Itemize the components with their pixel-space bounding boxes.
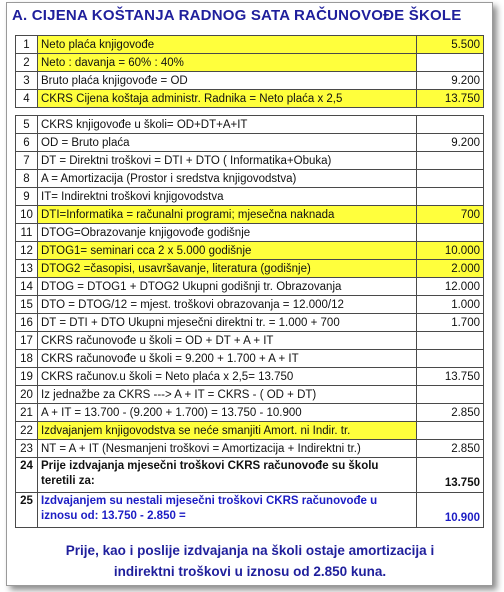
table-row [16, 314, 484, 332]
value-cell: 1.700 [417, 314, 484, 332]
value-cell: 9.200 [417, 134, 484, 152]
value-cell [417, 152, 484, 170]
row-number-cell: 7 [16, 152, 38, 170]
row-number-cell: 23 [16, 440, 38, 458]
description-cell: DTO = DTOG/12 = mjest. troškovi obrazovanja = 12.000/12 [38, 296, 417, 314]
description-cell: OD = Bruto plaća [38, 134, 417, 152]
table-row [16, 458, 484, 493]
description-cell: Izdvajanjem su nestali mjesečni troškovi CKRS računovođe u iznosu od: 13.750 - 2.850 = [38, 493, 417, 528]
description-cell: DTOG2 =časopisi, usavršavanje, literatura (godišnje) [38, 260, 417, 278]
value-cell: 5.500 [417, 36, 484, 54]
row-number-cell: 11 [16, 224, 38, 242]
description-cell: CKRS računov.u školi = Neto plaća x 2,5= 13.750 [38, 368, 417, 386]
table-row [16, 170, 484, 188]
description-cell: CKRS Cijena koštaja administr. Radnika = Neto plaća x 2,5 [38, 90, 417, 108]
row-number-cell: 25 [16, 493, 38, 528]
value-cell [417, 386, 484, 404]
table-row [16, 440, 484, 458]
value-cell: 1.000 [417, 296, 484, 314]
description-cell: Neto : davanja = 60% : 40% [38, 54, 417, 72]
row-number-cell: 3 [16, 72, 38, 90]
description-cell: CKRS računovođe u školi = OD + DT + A + IT [38, 332, 417, 350]
description-cell: IT= Indirektni troškovi knjigovodstva [38, 188, 417, 206]
value-cell: 12.000 [417, 278, 484, 296]
table-row [16, 386, 484, 404]
table-row [16, 36, 484, 54]
table-row [16, 296, 484, 314]
description-cell: DT = DTI + DTO Ukupni mjesečni direktni tr. = 1.000 + 700 [38, 314, 417, 332]
table-row [16, 332, 484, 350]
row-number-cell: 17 [16, 332, 38, 350]
row-number-cell: 10 [16, 206, 38, 224]
row-number-cell: 8 [16, 170, 38, 188]
description-cell: A = Amortizacija (Prostor i sredstva knjigovodstva) [38, 170, 417, 188]
table-row [16, 368, 484, 386]
description-cell: DT = Direktni troškovi = DTI + DTO ( Informatika+Obuka) [38, 152, 417, 170]
description-cell: Bruto plaća knjigovođe = OD [38, 72, 417, 90]
row-number-cell: 9 [16, 188, 38, 206]
row-number-cell: 19 [16, 368, 38, 386]
table-row [16, 152, 484, 170]
row-number-cell: 6 [16, 134, 38, 152]
table-row [16, 206, 484, 224]
summary-table [15, 35, 484, 108]
description-cell: Neto plaća knjigovođe [38, 36, 417, 54]
value-cell: 2.850 [417, 440, 484, 458]
row-number-cell: 15 [16, 296, 38, 314]
document-title: A. CIJENA KOŠTANJA RADNOG SATA RAČUNOVOĐE ŠKOLE [12, 7, 462, 24]
table-row [16, 278, 484, 296]
value-cell: 10.900 [417, 493, 484, 528]
row-number-cell: 24 [16, 458, 38, 493]
table-row [16, 72, 484, 90]
description-cell: NT = A + IT (Nesmanjeni troškovi = Amortizacija + Indirektni tr.) [38, 440, 417, 458]
description-cell: Prije izdvajanja mjesečni troškovi CKRS računovođe su školu teretili za: [38, 458, 417, 493]
table-row [16, 188, 484, 206]
table-row [16, 404, 484, 422]
footer-note [14, 540, 486, 582]
row-number-cell: 14 [16, 278, 38, 296]
row-number-cell: 1 [16, 36, 38, 54]
description-cell: DTOG = DTOG1 + DTOG2 Ukupni godišnji tr. Obrazovanja [38, 278, 417, 296]
table-row [16, 242, 484, 260]
value-cell: 13.750 [417, 90, 484, 108]
row-number-cell: 12 [16, 242, 38, 260]
table-row [16, 350, 484, 368]
description-cell: DTI=Informatika = računalni programi; mjesečna naknada [38, 206, 417, 224]
value-cell: 13.750 [417, 458, 484, 493]
row-number-cell: 21 [16, 404, 38, 422]
table-row [16, 224, 484, 242]
value-cell [417, 54, 484, 72]
description-cell: DTOG=Obrazovanje knjigovođe godišnje [38, 224, 417, 242]
value-cell [417, 224, 484, 242]
table-row [16, 90, 484, 108]
description-cell: A + IT = 13.700 - (9.200 + 1.700) = 13.750 - 10.900 [38, 404, 417, 422]
table-row [16, 422, 484, 440]
value-cell: 13.750 [417, 368, 484, 386]
value-cell: 700 [417, 206, 484, 224]
row-number-cell: 4 [16, 90, 38, 108]
value-cell: 2.000 [417, 260, 484, 278]
row-number-cell: 5 [16, 116, 38, 134]
table-row [16, 134, 484, 152]
value-cell: 2.850 [417, 404, 484, 422]
description-cell: Izdvajanjem knjigovodstva se neće smanjiti Amort. ni Indir. tr. [38, 422, 417, 440]
value-cell [417, 422, 484, 440]
value-cell [417, 332, 484, 350]
value-cell: 9.200 [417, 72, 484, 90]
value-cell [417, 188, 484, 206]
row-number-cell: 18 [16, 350, 38, 368]
footer-line-1: Prije, kao i poslije izdvajanja na školi ostaje amortizacija i [65, 543, 435, 558]
footer-line-2: indirektni troškovi u iznosu od 2.850 kuna. [113, 564, 387, 579]
value-cell [417, 116, 484, 134]
row-number-cell: 13 [16, 260, 38, 278]
description-cell: CKRS računovođe u školi = 9.200 + 1.700 + A + IT [38, 350, 417, 368]
value-cell: 10.000 [417, 242, 484, 260]
table-row [16, 54, 484, 72]
value-cell [417, 350, 484, 368]
calculation-table [15, 115, 484, 528]
table-row [16, 260, 484, 278]
description-cell: CKRS knjigovođe u školi= OD+DT+A+IT [38, 116, 417, 134]
table-row [16, 493, 484, 528]
row-number-cell: 20 [16, 386, 38, 404]
table-row [16, 116, 484, 134]
description-cell: Iz jednažbe za CKRS ---> A + IT = CKRS - ( OD + DT) [38, 386, 417, 404]
row-number-cell: 22 [16, 422, 38, 440]
description-cell: DTOG1= seminari cca 2 x 5.000 godišnje [38, 242, 417, 260]
row-number-cell: 16 [16, 314, 38, 332]
value-cell [417, 170, 484, 188]
row-number-cell: 2 [16, 54, 38, 72]
